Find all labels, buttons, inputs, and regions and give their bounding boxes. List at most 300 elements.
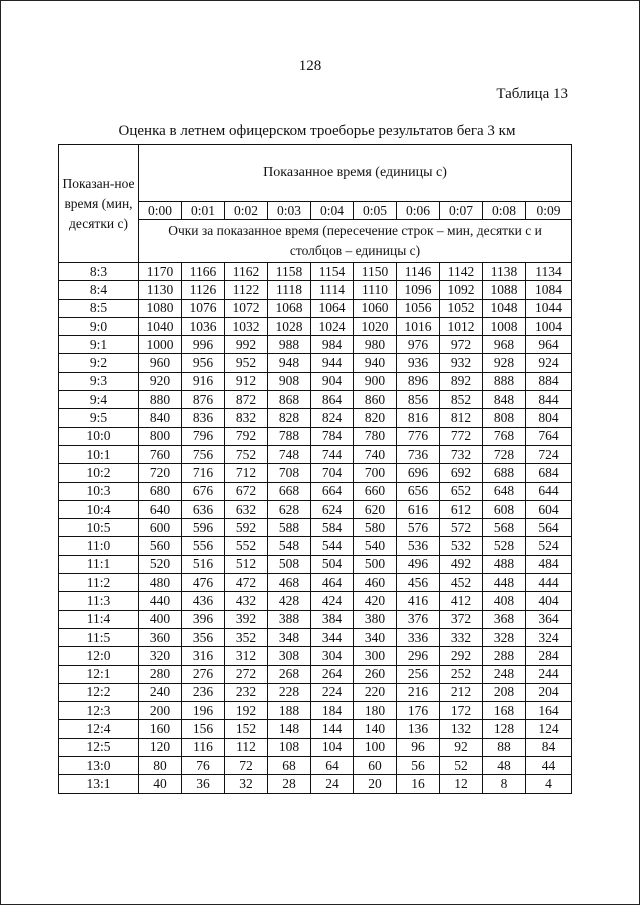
table-row — [59, 464, 572, 482]
points-cell: 752 — [225, 445, 268, 463]
points-cell: 456 — [397, 574, 440, 592]
points-cell: 284 — [526, 647, 572, 665]
points-cell: 148 — [268, 720, 311, 738]
points-cell: 1016 — [397, 317, 440, 335]
table-row — [59, 317, 572, 335]
seconds-header-cell: 0:02 — [225, 202, 268, 220]
points-cell: 152 — [225, 720, 268, 738]
points-cell: 340 — [354, 628, 397, 646]
points-cell: 140 — [354, 720, 397, 738]
points-cell: 404 — [526, 592, 572, 610]
points-cell: 60 — [354, 757, 397, 775]
points-cell: 932 — [440, 354, 483, 372]
points-cell: 256 — [397, 665, 440, 683]
points-cell: 212 — [440, 683, 483, 701]
points-cell: 1170 — [139, 263, 182, 281]
points-cell: 72 — [225, 757, 268, 775]
seconds-header-cell: 0:00 — [139, 202, 182, 220]
points-cell: 112 — [225, 738, 268, 756]
points-cell: 756 — [182, 445, 225, 463]
points-cell: 304 — [311, 647, 354, 665]
points-cell: 928 — [483, 354, 526, 372]
points-cell: 1064 — [311, 299, 354, 317]
time-cell: 13:1 — [59, 775, 139, 793]
points-cell: 660 — [354, 482, 397, 500]
time-cell: 8:5 — [59, 299, 139, 317]
points-cell: 128 — [483, 720, 526, 738]
points-cell: 824 — [311, 409, 354, 427]
time-cell: 12:4 — [59, 720, 139, 738]
points-cell: 396 — [182, 610, 225, 628]
table-row — [59, 427, 572, 445]
points-cell: 624 — [311, 500, 354, 518]
points-cell: 372 — [440, 610, 483, 628]
points-cell: 20 — [354, 775, 397, 793]
points-cell: 608 — [483, 500, 526, 518]
seconds-header-cell: 0:09 — [526, 202, 572, 220]
points-cell: 360 — [139, 628, 182, 646]
table-row — [59, 445, 572, 463]
points-cell: 436 — [182, 592, 225, 610]
points-cell: 524 — [526, 537, 572, 555]
points-cell: 292 — [440, 647, 483, 665]
time-cell: 12:5 — [59, 738, 139, 756]
points-cell: 944 — [311, 354, 354, 372]
points-cell: 1162 — [225, 263, 268, 281]
points-cell: 552 — [225, 537, 268, 555]
points-cell: 588 — [268, 519, 311, 537]
points-cell: 792 — [225, 427, 268, 445]
points-cell: 1166 — [182, 263, 225, 281]
points-cell: 1008 — [483, 317, 526, 335]
points-cell: 828 — [268, 409, 311, 427]
points-cell: 88 — [483, 738, 526, 756]
points-cell: 164 — [526, 702, 572, 720]
points-cell: 664 — [311, 482, 354, 500]
points-cell: 400 — [139, 610, 182, 628]
points-cell: 208 — [483, 683, 526, 701]
points-cell: 116 — [182, 738, 225, 756]
points-cell: 952 — [225, 354, 268, 372]
points-cell: 424 — [311, 592, 354, 610]
table-row — [59, 537, 572, 555]
points-cell: 328 — [483, 628, 526, 646]
points-cell: 680 — [139, 482, 182, 500]
table-row — [59, 500, 572, 518]
row-header: Показан-ное время (мин, десятки с) — [59, 145, 139, 263]
points-cell: 392 — [225, 610, 268, 628]
points-cell: 40 — [139, 775, 182, 793]
points-cell: 936 — [397, 354, 440, 372]
points-cell: 156 — [182, 720, 225, 738]
points-cell: 228 — [268, 683, 311, 701]
points-cell: 120 — [139, 738, 182, 756]
points-cell: 840 — [139, 409, 182, 427]
points-cell: 192 — [225, 702, 268, 720]
points-cell: 476 — [182, 574, 225, 592]
points-cell: 144 — [311, 720, 354, 738]
points-cell: 1146 — [397, 263, 440, 281]
points-cell: 408 — [483, 592, 526, 610]
points-cell: 8 — [483, 775, 526, 793]
points-cell: 1036 — [182, 317, 225, 335]
points-cell: 376 — [397, 610, 440, 628]
points-cell: 504 — [311, 555, 354, 573]
points-cell: 200 — [139, 702, 182, 720]
points-cell: 712 — [225, 464, 268, 482]
points-cell: 676 — [182, 482, 225, 500]
time-cell: 8:3 — [59, 263, 139, 281]
points-cell: 568 — [483, 519, 526, 537]
points-cell: 36 — [182, 775, 225, 793]
points-cell: 176 — [397, 702, 440, 720]
points-cell: 52 — [440, 757, 483, 775]
table-row — [59, 482, 572, 500]
points-cell: 76 — [182, 757, 225, 775]
points-cell: 576 — [397, 519, 440, 537]
points-cell: 1110 — [354, 281, 397, 299]
points-cell: 428 — [268, 592, 311, 610]
table-row — [59, 610, 572, 628]
points-cell: 12 — [440, 775, 483, 793]
points-cell: 748 — [268, 445, 311, 463]
points-cell: 236 — [182, 683, 225, 701]
table-row — [59, 738, 572, 756]
points-cell: 252 — [440, 665, 483, 683]
points-cell: 572 — [440, 519, 483, 537]
points-cell: 1028 — [268, 317, 311, 335]
seconds-header-cell: 0:04 — [311, 202, 354, 220]
points-cell: 872 — [225, 391, 268, 409]
points-cell: 904 — [311, 372, 354, 390]
points-cell: 412 — [440, 592, 483, 610]
points-cell: 632 — [225, 500, 268, 518]
points-cell: 468 — [268, 574, 311, 592]
points-cell: 472 — [225, 574, 268, 592]
seconds-header-cell: 0:08 — [483, 202, 526, 220]
points-cell: 80 — [139, 757, 182, 775]
points-cell: 540 — [354, 537, 397, 555]
points-cell: 820 — [354, 409, 397, 427]
points-cell: 716 — [182, 464, 225, 482]
points-cell: 764 — [526, 427, 572, 445]
points-cell: 260 — [354, 665, 397, 683]
points-cell: 544 — [311, 537, 354, 555]
points-cell: 1088 — [483, 281, 526, 299]
points-cell: 1072 — [225, 299, 268, 317]
points-cell: 640 — [139, 500, 182, 518]
points-cell: 1080 — [139, 299, 182, 317]
points-cell: 896 — [397, 372, 440, 390]
points-cell: 348 — [268, 628, 311, 646]
points-cell: 4 — [526, 775, 572, 793]
points-cell: 548 — [268, 537, 311, 555]
points-cell: 464 — [311, 574, 354, 592]
points-cell: 300 — [354, 647, 397, 665]
points-cell: 720 — [139, 464, 182, 482]
points-cell: 564 — [526, 519, 572, 537]
table-row — [59, 519, 572, 537]
points-cell: 1150 — [354, 263, 397, 281]
points-cell: 168 — [483, 702, 526, 720]
points-cell: 1118 — [268, 281, 311, 299]
points-cell: 880 — [139, 391, 182, 409]
table-row — [59, 647, 572, 665]
points-cell: 44 — [526, 757, 572, 775]
points-cell: 976 — [397, 336, 440, 354]
points-cell: 984 — [311, 336, 354, 354]
points-cell: 708 — [268, 464, 311, 482]
points-cell: 612 — [440, 500, 483, 518]
table-row — [59, 555, 572, 573]
points-cell: 800 — [139, 427, 182, 445]
points-cell: 64 — [311, 757, 354, 775]
points-cell: 592 — [225, 519, 268, 537]
points-cell: 276 — [182, 665, 225, 683]
points-cell: 320 — [139, 647, 182, 665]
points-cell: 124 — [526, 720, 572, 738]
points-cell: 1092 — [440, 281, 483, 299]
points-cell: 160 — [139, 720, 182, 738]
points-cell: 132 — [440, 720, 483, 738]
results-table — [58, 144, 572, 794]
points-cell: 900 — [354, 372, 397, 390]
time-cell: 8:4 — [59, 281, 139, 299]
points-cell: 232 — [225, 683, 268, 701]
points-cell: 388 — [268, 610, 311, 628]
points-cell: 24 — [311, 775, 354, 793]
points-cell: 204 — [526, 683, 572, 701]
points-cell: 240 — [139, 683, 182, 701]
time-cell: 10:2 — [59, 464, 139, 482]
points-cell: 956 — [182, 354, 225, 372]
points-cell: 84 — [526, 738, 572, 756]
points-cell: 1052 — [440, 299, 483, 317]
points-cell: 556 — [182, 537, 225, 555]
points-cell: 68 — [268, 757, 311, 775]
points-cell: 384 — [311, 610, 354, 628]
points-cell: 760 — [139, 445, 182, 463]
table-row — [59, 372, 572, 390]
time-cell: 10:5 — [59, 519, 139, 537]
points-cell: 656 — [397, 482, 440, 500]
points-cell: 220 — [354, 683, 397, 701]
points-cell: 804 — [526, 409, 572, 427]
points-cell: 1012 — [440, 317, 483, 335]
points-cell: 964 — [526, 336, 572, 354]
time-cell: 10:3 — [59, 482, 139, 500]
points-cell: 688 — [483, 464, 526, 482]
time-cell: 12:1 — [59, 665, 139, 683]
table-row — [59, 702, 572, 720]
points-cell: 860 — [354, 391, 397, 409]
points-cell: 180 — [354, 702, 397, 720]
table-row — [59, 281, 572, 299]
points-cell: 628 — [268, 500, 311, 518]
points-cell: 532 — [440, 537, 483, 555]
points-cell: 992 — [225, 336, 268, 354]
points-cell: 1126 — [182, 281, 225, 299]
points-cell: 604 — [526, 500, 572, 518]
seconds-header-cell: 0:01 — [182, 202, 225, 220]
points-cell: 460 — [354, 574, 397, 592]
points-cell: 536 — [397, 537, 440, 555]
points-cell: 940 — [354, 354, 397, 372]
points-cell: 1084 — [526, 281, 572, 299]
points-cell: 884 — [526, 372, 572, 390]
time-cell: 11:5 — [59, 628, 139, 646]
table-row — [59, 592, 572, 610]
points-cell: 1096 — [397, 281, 440, 299]
points-cell: 48 — [483, 757, 526, 775]
points-cell: 856 — [397, 391, 440, 409]
time-cell: 11:3 — [59, 592, 139, 610]
points-cell: 420 — [354, 592, 397, 610]
points-cell: 644 — [526, 482, 572, 500]
points-cell: 996 — [182, 336, 225, 354]
points-cell: 432 — [225, 592, 268, 610]
points-cell: 1142 — [440, 263, 483, 281]
table-caption: Таблица 13 — [496, 86, 568, 102]
points-cell: 1056 — [397, 299, 440, 317]
points-cell: 216 — [397, 683, 440, 701]
points-cell: 196 — [182, 702, 225, 720]
table-row — [59, 574, 572, 592]
points-cell: 488 — [483, 555, 526, 573]
time-cell: 9:4 — [59, 391, 139, 409]
points-cell: 1044 — [526, 299, 572, 317]
time-cell: 10:0 — [59, 427, 139, 445]
points-cell: 356 — [182, 628, 225, 646]
document-title: Оценка в летнем офицерском троеборье результатов бега 3 км — [118, 123, 516, 139]
table-row — [59, 665, 572, 683]
time-cell: 11:1 — [59, 555, 139, 573]
points-cell: 1122 — [225, 281, 268, 299]
points-cell: 444 — [526, 574, 572, 592]
points-cell: 696 — [397, 464, 440, 482]
points-cell: 700 — [354, 464, 397, 482]
time-cell: 12:3 — [59, 702, 139, 720]
points-cell: 780 — [354, 427, 397, 445]
points-cell: 248 — [483, 665, 526, 683]
table-row — [59, 683, 572, 701]
points-cell: 724 — [526, 445, 572, 463]
points-cell: 28 — [268, 775, 311, 793]
points-cell: 772 — [440, 427, 483, 445]
time-cell: 11:4 — [59, 610, 139, 628]
points-cell: 596 — [182, 519, 225, 537]
points-cell: 692 — [440, 464, 483, 482]
points-cell: 324 — [526, 628, 572, 646]
points-cell: 1000 — [139, 336, 182, 354]
time-cell: 9:1 — [59, 336, 139, 354]
points-cell: 92 — [440, 738, 483, 756]
table-row — [59, 720, 572, 738]
points-cell: 56 — [397, 757, 440, 775]
page-number: 128 — [298, 58, 322, 74]
points-cell: 736 — [397, 445, 440, 463]
seconds-header-cell: 0:07 — [440, 202, 483, 220]
points-cell: 988 — [268, 336, 311, 354]
points-cell: 704 — [311, 464, 354, 482]
points-cell: 888 — [483, 372, 526, 390]
points-cell: 528 — [483, 537, 526, 555]
time-cell: 9:5 — [59, 409, 139, 427]
points-cell: 1040 — [139, 317, 182, 335]
points-cell: 108 — [268, 738, 311, 756]
points-cell: 836 — [182, 409, 225, 427]
points-cell: 1138 — [483, 263, 526, 281]
points-cell: 1114 — [311, 281, 354, 299]
points-cell: 288 — [483, 647, 526, 665]
points-cell: 816 — [397, 409, 440, 427]
points-cell: 620 — [354, 500, 397, 518]
points-cell: 648 — [483, 482, 526, 500]
points-cell: 172 — [440, 702, 483, 720]
points-cell: 744 — [311, 445, 354, 463]
points-cell: 1060 — [354, 299, 397, 317]
table-row — [59, 299, 572, 317]
points-cell: 516 — [182, 555, 225, 573]
points-cell: 1020 — [354, 317, 397, 335]
points-cell: 728 — [483, 445, 526, 463]
points-cell: 364 — [526, 610, 572, 628]
points-cell: 768 — [483, 427, 526, 445]
points-cell: 584 — [311, 519, 354, 537]
points-cell: 296 — [397, 647, 440, 665]
points-cell: 508 — [268, 555, 311, 573]
points-cell: 684 — [526, 464, 572, 482]
column-header: Показанное время (единицы с) — [139, 145, 572, 202]
points-cell: 244 — [526, 665, 572, 683]
table-row — [59, 628, 572, 646]
time-cell: 9:2 — [59, 354, 139, 372]
points-cell: 104 — [311, 738, 354, 756]
points-cell: 796 — [182, 427, 225, 445]
points-cell: 512 — [225, 555, 268, 573]
points-cell: 484 — [526, 555, 572, 573]
table-row — [59, 391, 572, 409]
table-row — [59, 775, 572, 793]
points-cell: 416 — [397, 592, 440, 610]
points-cell: 864 — [311, 391, 354, 409]
points-cell: 268 — [268, 665, 311, 683]
points-cell: 96 — [397, 738, 440, 756]
table-row — [59, 336, 572, 354]
points-cell: 188 — [268, 702, 311, 720]
points-cell: 740 — [354, 445, 397, 463]
table-row — [59, 263, 572, 281]
table-body — [59, 263, 572, 794]
points-cell: 452 — [440, 574, 483, 592]
time-cell: 10:1 — [59, 445, 139, 463]
points-cell: 948 — [268, 354, 311, 372]
points-cell: 1076 — [182, 299, 225, 317]
seconds-header-cell: 0:06 — [397, 202, 440, 220]
points-cell: 448 — [483, 574, 526, 592]
points-cell: 732 — [440, 445, 483, 463]
seconds-header-cell: 0:03 — [268, 202, 311, 220]
points-cell: 636 — [182, 500, 225, 518]
seconds-header-cell: 0:05 — [354, 202, 397, 220]
time-cell: 12:2 — [59, 683, 139, 701]
time-cell: 13:0 — [59, 757, 139, 775]
points-cell: 832 — [225, 409, 268, 427]
points-cell: 616 — [397, 500, 440, 518]
points-cell: 1068 — [268, 299, 311, 317]
points-cell: 672 — [225, 482, 268, 500]
points-cell: 868 — [268, 391, 311, 409]
